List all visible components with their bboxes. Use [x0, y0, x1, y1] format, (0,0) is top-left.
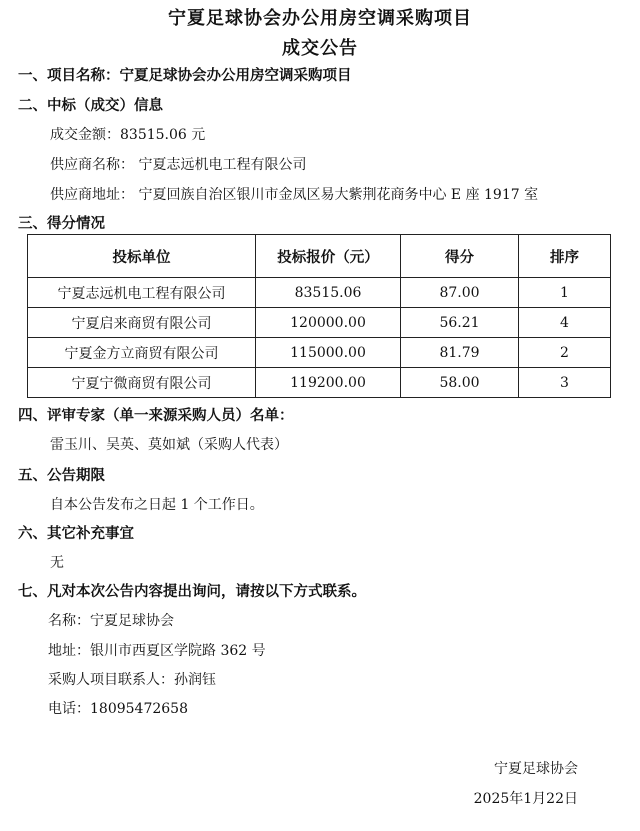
supplier-name: 供应商名称： 宁夏志远机电工程有限公司 [50, 157, 307, 173]
section-2-heading: 二、中标（成交）信息 [18, 97, 163, 114]
header-score: 得分 [401, 235, 519, 278]
contact-phone: 电话：18095472658 [48, 701, 188, 717]
header-bidder: 投标单位 [28, 235, 256, 278]
price-cell: 83515.06 [256, 278, 401, 308]
section-7-heading: 七、凡对本次公告内容提出询问，请按以下方式联系。 [18, 583, 366, 600]
score-table-header-row [28, 235, 611, 278]
rank-cell: 2 [519, 338, 611, 368]
table-row [28, 308, 611, 338]
score-cell: 81.79 [401, 338, 519, 368]
rank-cell: 1 [519, 278, 611, 308]
contact-person: 采购人项目联系人：孙润钰 [48, 672, 216, 688]
supplementary-matters: 无 [50, 555, 64, 571]
bidder-cell: 宁夏志远机电工程有限公司 [28, 278, 256, 308]
table-row [28, 338, 611, 368]
section-1-heading: 一、项目名称：宁夏足球协会办公用房空调采购项目 [18, 67, 352, 84]
expert-list: 雷玉川、吴英、莫如斌（采购人代表） [50, 437, 288, 453]
section-4-heading: 四、评审专家（单一来源采购人员）名单： [18, 407, 294, 424]
score-cell: 58.00 [401, 368, 519, 398]
header-bid-price: 投标报价（元） [256, 235, 401, 278]
contact-name: 名称：宁夏足球协会 [48, 613, 174, 629]
bidder-cell: 宁夏金方立商贸有限公司 [28, 338, 256, 368]
rank-cell: 4 [519, 308, 611, 338]
price-cell: 119200.00 [256, 368, 401, 398]
price-cell: 120000.00 [256, 308, 401, 338]
score-cell: 87.00 [401, 278, 519, 308]
contact-address: 地址：银川市西夏区学院路 362 号 [48, 643, 266, 659]
bidder-cell: 宁夏宁微商贸有限公司 [28, 368, 256, 398]
supplier-address: 供应商地址： 宁夏回族自治区银川市金凤区易大紫荆花商务中心 E 座 1917 室 [50, 187, 539, 203]
announcement-period: 自本公告发布之日起 1 个工作日。 [50, 497, 264, 513]
signature-org: 宁夏足球协会 [494, 761, 578, 777]
document-title: 宁夏足球协会办公用房空调采购项目 [168, 8, 472, 29]
deal-amount: 成交金额：83515.06 元 [50, 127, 206, 143]
score-table [27, 234, 611, 398]
price-cell: 115000.00 [256, 338, 401, 368]
document-subtitle: 成交公告 [282, 38, 358, 59]
signature-date: 2025年1月22日 [473, 791, 578, 807]
score-cell: 56.21 [401, 308, 519, 338]
section-6-heading: 六、其它补充事宜 [18, 525, 134, 542]
section-5-heading: 五、公告期限 [18, 467, 105, 484]
table-row [28, 368, 611, 398]
rank-cell: 3 [519, 368, 611, 398]
bidder-cell: 宁夏启来商贸有限公司 [28, 308, 256, 338]
header-rank: 排序 [519, 235, 611, 278]
section-3-heading: 三、得分情况 [18, 215, 105, 232]
table-row [28, 278, 611, 308]
